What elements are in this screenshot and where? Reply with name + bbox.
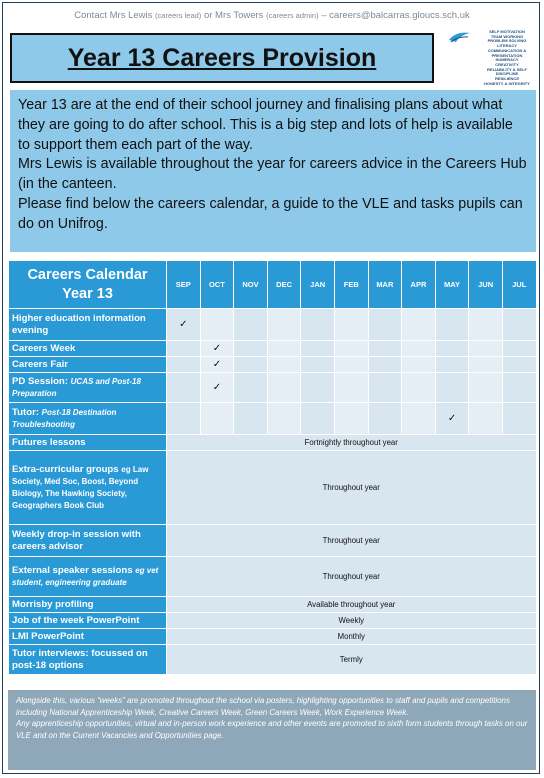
month-cell [267,373,301,403]
row-label-text: External speaker sessions [12,564,136,576]
month-cell [402,309,436,341]
month-cell [469,309,503,341]
month-header: FEB [334,261,368,309]
check-mark-icon: ✓ [200,373,234,403]
month-cell [402,357,436,373]
month-cell [469,341,503,357]
month-cell [167,373,201,403]
calendar-row [9,403,537,435]
calendar-row [9,525,537,557]
check-mark-icon: ✓ [200,341,234,357]
month-header: MAY [435,261,469,309]
month-cell [167,341,201,357]
calendar-row [9,435,537,451]
month-cell [435,341,469,357]
calendar-row [9,613,537,629]
calendar-title-line1: Careers Calendar [27,266,148,283]
check-mark-icon: ✓ [200,357,234,373]
contact-email[interactable]: – careers@balcarras.gloucs.sch.uk [318,10,470,21]
row-label-text: Morrisby profiling [12,598,94,610]
careers-calendar [8,260,536,675]
calendar-row [9,373,537,403]
month-cell [502,403,536,435]
row-frequency: Throughout year [167,557,537,597]
month-cell [334,341,368,357]
month-cell [301,341,335,357]
month-cell [267,309,301,341]
month-cell [167,403,201,435]
skill-item: HONESTY & INTEGRITY [484,80,530,86]
month-header: JUL [502,261,536,309]
intro-paragraph-3: Please find below the careers calendar, a guide to the VLE and tasks pupils can do on Unifrog. [18,195,523,232]
month-cell [435,373,469,403]
row-label-text: Extra-curricular groups [12,463,122,475]
row-label [9,525,167,557]
intro-box [10,90,536,252]
row-label [9,341,167,357]
month-cell [301,309,335,341]
row-label [9,373,167,403]
month-cell [402,403,436,435]
month-cell [301,357,335,373]
month-cell [234,403,268,435]
month-cell [267,357,301,373]
row-label-text: Careers Fair [12,358,68,370]
month-cell [402,373,436,403]
month-cell [167,357,201,373]
row-label-text: Futures lessons [12,436,86,448]
skill-item: PROBLEM SOLVING [487,38,527,44]
calendar-title [9,261,167,309]
row-label [9,613,167,629]
footer-paragraph-1: Alongside this, various “weeks” are promoted throughout the school via posters, highlighting opportunities to staff and pupils and competitions including National Apprenticeship Week, Creative Careers Week, Green Careers Week, Work Experience Week. [16,696,510,717]
contact-line [0,10,544,21]
row-label-text: Careers Week [12,342,76,354]
check-mark-icon: ✓ [167,309,201,341]
skill-item: TEAM WORKING [490,33,524,39]
month-cell [368,341,402,357]
calendar-row [9,645,537,675]
row-frequency: Weekly [167,613,537,629]
row-frequency: Available throughout year [167,597,537,613]
month-cell [502,341,536,357]
calendar-row [9,309,537,341]
row-label [9,403,167,435]
month-cell [334,309,368,341]
month-cell [502,373,536,403]
skill-item: RELIABILITY & SELF DISCIPLINE [487,66,527,77]
month-header: JAN [301,261,335,309]
skill-item: NUMERACY [495,57,519,63]
row-label-text: Job of the week PowerPoint [12,614,140,626]
footer-box [8,690,536,770]
row-label-text: LMI PowerPoint [12,630,84,642]
month-cell [234,309,268,341]
row-label [9,435,167,451]
row-label-text: Higher education information evening [12,312,146,336]
row-label [9,357,167,373]
month-cell [435,309,469,341]
calendar-title-line2: Year 13 [62,285,113,302]
calendar-row [9,557,537,597]
month-cell [200,403,234,435]
month-cell [234,373,268,403]
month-header: OCT [200,261,234,309]
month-cell [368,373,402,403]
check-mark-icon: ✓ [435,403,469,435]
month-cell [234,357,268,373]
month-cell [234,341,268,357]
contact-lead-role: (careers lead) [155,11,202,20]
row-label [9,451,167,525]
month-cell [200,309,234,341]
row-frequency: Fortnightly throughout year [167,435,537,451]
skill-item: CREATIVITY [495,61,519,67]
month-cell [368,403,402,435]
school-logo-icon [448,30,472,44]
month-cell [368,357,402,373]
page-title: Year 13 Careers Provision [67,43,377,72]
intro-paragraph-1: Year 13 are at the end of their school journey and finalising plans about what they are going to do after school. This is a big step and lots of help is available to support them each part of the way. [18,97,513,153]
month-cell [435,357,469,373]
calendar-row [9,357,537,373]
calendar-row [9,341,537,357]
calendar-row [9,451,537,525]
skill-item: COMMUNICATION & PRESENTATION [487,47,527,58]
month-cell [267,403,301,435]
contact-mid: or Mrs Towers [201,10,267,21]
skill-item: RESILIENCE [494,76,519,82]
month-cell [334,357,368,373]
row-label [9,629,167,645]
footer-paragraph-2: Any apprenticeship opportunities, virtual and in-person work experience and other events are promoted to sixth form students through tasks on our VLE and on the Current Vacancies and Opportunities page. [16,719,528,741]
month-header: NOV [234,261,268,309]
month-cell [469,403,503,435]
month-cell [334,373,368,403]
row-label-text: Tutor interviews: focussed on post-18 options [12,647,148,671]
month-cell [301,373,335,403]
contact-admin-role: (careers admin) [266,11,319,20]
month-header: DEC [267,261,301,309]
month-cell [469,373,503,403]
row-label-text: Weekly drop-in session with careers advisor [12,528,141,552]
calendar-row [9,597,537,613]
row-label [9,597,167,613]
calendar-row [9,629,537,645]
row-label [9,645,167,675]
month-header: APR [402,261,436,309]
row-label-text: Tutor: [12,406,42,418]
skill-item: SELF MOTIVATION [489,29,525,34]
month-cell [502,309,536,341]
row-label [9,557,167,597]
skills-list [476,30,538,86]
month-header: JUN [469,261,503,309]
row-frequency: Throughout year [167,525,537,557]
row-label-detail: eg vet student, engineering graduate [12,565,159,587]
month-header: MAR [368,261,402,309]
month-cell [267,341,301,357]
skill-item: LITERACY [497,43,517,49]
month-cell [469,357,503,373]
month-cell [402,341,436,357]
contact-pre: Contact Mrs Lewis [74,10,156,21]
row-frequency: Throughout year [167,451,537,525]
month-cell [301,403,335,435]
month-header: SEP [167,261,201,309]
row-label-text: PD Session: [12,375,71,387]
month-cell [334,403,368,435]
row-frequency: Termly [167,645,537,675]
row-label-detail: eg Law Society, Med Soc, Boost, Beyond Biology, The Hawking Society, Geographers Book Club [12,464,149,510]
row-frequency: Monthly [167,629,537,645]
row-label-detail: Post-18 Destination Troubleshooting [12,407,117,429]
title-box [10,33,434,83]
row-label-detail: UCAS and Post-18 Preparation [12,376,141,398]
row-label [9,309,167,341]
month-cell [368,309,402,341]
month-cell [502,357,536,373]
intro-paragraph-2: Mrs Lewis is available throughout the year for careers advice in the Careers Hub (in the canteen. [18,156,527,193]
